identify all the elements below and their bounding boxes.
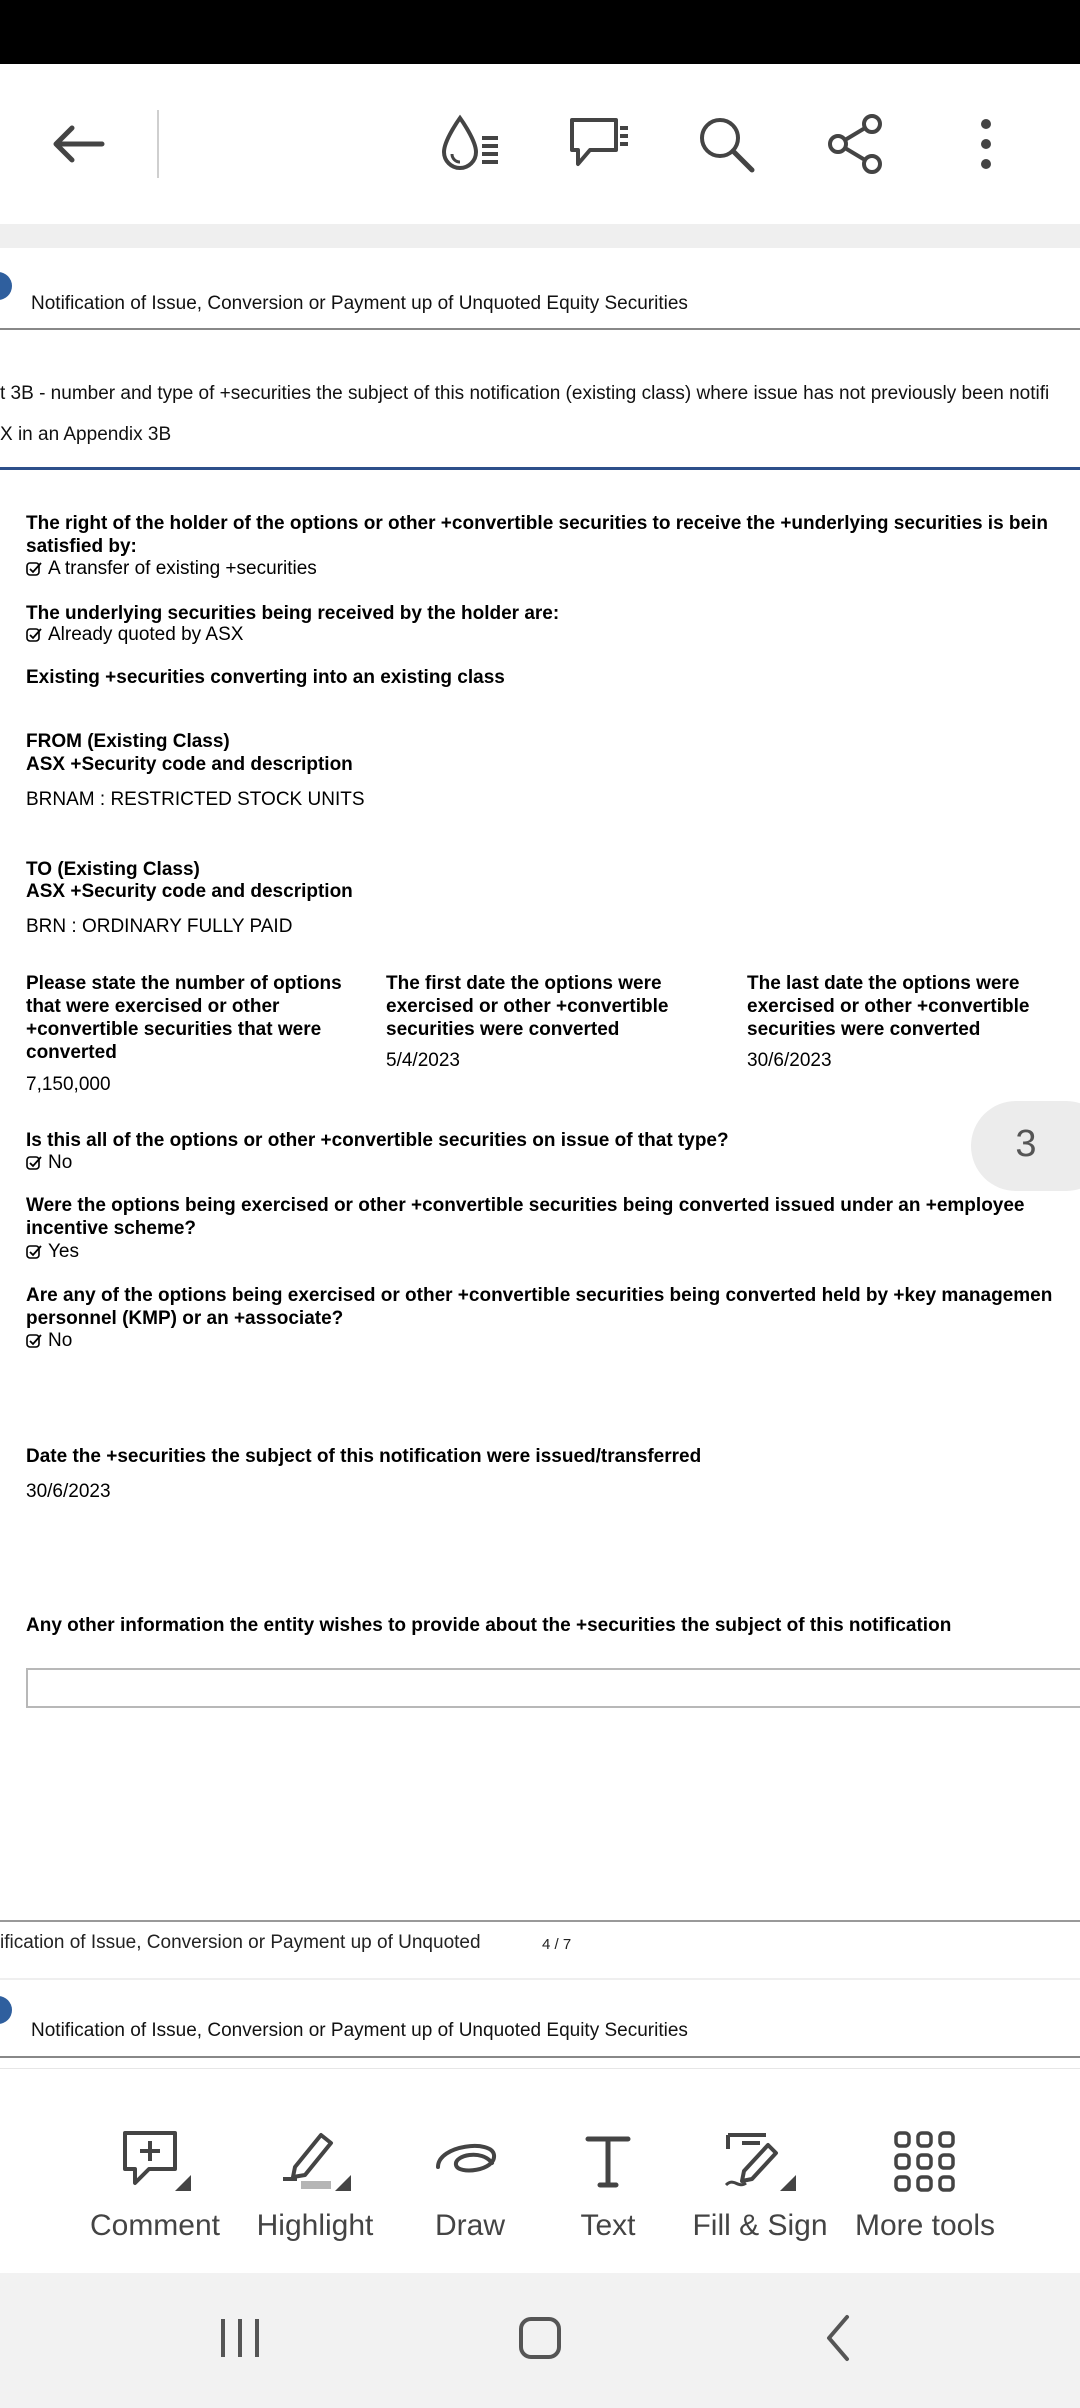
status-bar <box>0 0 1080 64</box>
checkbox-checked-icon <box>26 1244 42 1260</box>
from-value: BRNAM : RESTRICTED STOCK UNITS <box>26 789 365 810</box>
page-number-indicator[interactable] <box>971 1101 1080 1191</box>
page-footer-title: ification of Issue, Conversion or Payment up of Unquoted <box>0 1932 481 1953</box>
tool-label: Fill & Sign <box>692 2209 828 2242</box>
checkbox-checked-icon <box>26 561 42 577</box>
footer-rule <box>0 1920 1080 1922</box>
answer-holder-right <box>26 557 317 580</box>
back-arrow-icon[interactable] <box>38 104 118 184</box>
more-tools-tool[interactable] <box>850 2069 1000 2274</box>
answer-text: Already quoted by ASX <box>48 624 244 645</box>
first-date-value: 5/4/2023 <box>386 1050 460 1071</box>
draw-tool[interactable] <box>410 2069 530 2274</box>
page-header-title: Notification of Issue, Conversion or Payment up of Unquoted Equity Securities <box>31 2020 688 2041</box>
system-navigation-bar <box>0 2273 1080 2408</box>
page-number-text: 3 <box>1015 1123 1037 1165</box>
pdf-page-next <box>0 1980 1080 2068</box>
answer-employee-scheme <box>26 1240 79 1263</box>
text-T-icon <box>568 2127 648 2197</box>
back-icon[interactable] <box>800 2303 880 2373</box>
fill-sign-icon <box>720 2127 800 2197</box>
answer-text: No <box>48 1330 73 1351</box>
options-number-value: 7,150,000 <box>26 1074 111 1095</box>
answer-text: No <box>48 1152 73 1173</box>
comment-add-icon <box>115 2127 195 2197</box>
highlight-tool[interactable] <box>240 2069 390 2274</box>
checkbox-checked-icon <box>26 1333 42 1349</box>
document-viewer[interactable] <box>0 224 1080 2068</box>
tool-label: More tools <box>854 2209 996 2242</box>
pdf-page <box>0 248 1080 1978</box>
asx-logo <box>0 272 12 300</box>
to-value: BRN : ORDINARY FULLY PAID <box>26 916 293 937</box>
draw-loop-icon <box>430 2127 510 2197</box>
highlight-pen-icon <box>275 2127 355 2197</box>
comment-tool[interactable] <box>80 2069 230 2274</box>
issue-date-value: 30/6/2023 <box>26 1481 111 1502</box>
answer-underlying-securities <box>26 623 243 646</box>
recent-apps-icon[interactable] <box>200 2303 280 2373</box>
answer-text: A transfer of existing +securities <box>48 558 317 579</box>
answer-kmp <box>26 1329 72 1352</box>
header-rule <box>0 328 1080 330</box>
toolbar-divider <box>157 110 159 178</box>
to-heading: TO (Existing Class) <box>26 859 200 880</box>
part-heading-line1: t 3B - number and type of +securities the subject of this notification (existing class) where issue has not previously been notifi <box>0 383 1050 404</box>
top-toolbar <box>0 64 1080 224</box>
from-subheading: ASX +Security code and description <box>26 754 353 775</box>
question-all-options: Is this all of the options or other +convertible securities on issue of that type? <box>26 1130 729 1151</box>
more-vertical-icon[interactable] <box>946 104 1026 184</box>
bottom-tools-bar <box>0 2068 1080 2273</box>
asx-logo <box>0 1996 12 2024</box>
liquid-mode-icon[interactable] <box>430 104 510 184</box>
fill-sign-tool[interactable] <box>680 2069 840 2274</box>
last-date-question: The last date the options were exercised or other +convertible securities were converted <box>747 973 1030 1040</box>
checkbox-checked-icon <box>26 627 42 643</box>
options-number-question: Please state the number of options that were exercised or other +convertible securities that were converted <box>26 973 342 1063</box>
answer-all-options <box>26 1151 72 1174</box>
from-heading: FROM (Existing Class) <box>26 731 230 752</box>
question-other-information: Any other information the entity wishes to provide about the +securities the subject of this notification <box>26 1615 952 1636</box>
last-date-value: 30/6/2023 <box>747 1050 832 1071</box>
page-header-title: Notification of Issue, Conversion or Payment up of Unquoted Equity Securities <box>31 293 688 314</box>
question-underlying-securities: The underlying securities being received by the holder are: <box>26 603 560 624</box>
tool-label: Highlight <box>256 2209 374 2242</box>
footer-clip <box>0 1956 1080 1978</box>
checkbox-checked-icon <box>26 1155 42 1171</box>
search-icon[interactable] <box>686 104 766 184</box>
question-holder-right: The right of the holder of the options or other +convertible securities to receive the +underlying securities is bein satisfied by: <box>26 513 1048 557</box>
question-kmp: Are any of the options being exercised or other +convertible securities being converted held by +key managemen personnel (KMP) or an +associate? <box>26 1285 1053 1329</box>
grid-dots-icon <box>885 2127 965 2197</box>
tool-label: Draw <box>434 2209 505 2242</box>
page-footer-number: 4 / 7 <box>542 1936 572 1953</box>
comments-list-icon[interactable] <box>558 104 638 184</box>
section-rule <box>0 467 1080 470</box>
part-heading-line2: X in an Appendix 3B <box>0 424 172 445</box>
header-rule <box>0 2056 1080 2058</box>
question-employee-scheme: Were the options being exercised or other +convertible securities being converted issued under an +employee incentive scheme? <box>26 1195 1025 1239</box>
other-information-field <box>26 1668 1080 1708</box>
question-issue-date: Date the +securities the subject of this notification were issued/transferred <box>26 1446 702 1467</box>
tool-label: Text <box>580 2209 636 2242</box>
answer-text: Yes <box>48 1241 79 1262</box>
text-tool[interactable] <box>558 2069 658 2274</box>
first-date-question: The first date the options were exercised or other +convertible securities were converted <box>386 973 669 1040</box>
existing-class-heading: Existing +securities converting into an existing class <box>26 667 505 688</box>
tool-label: Comment <box>89 2209 221 2242</box>
share-icon[interactable] <box>816 104 896 184</box>
home-icon[interactable] <box>500 2303 580 2373</box>
to-subheading: ASX +Security code and description <box>26 881 353 902</box>
